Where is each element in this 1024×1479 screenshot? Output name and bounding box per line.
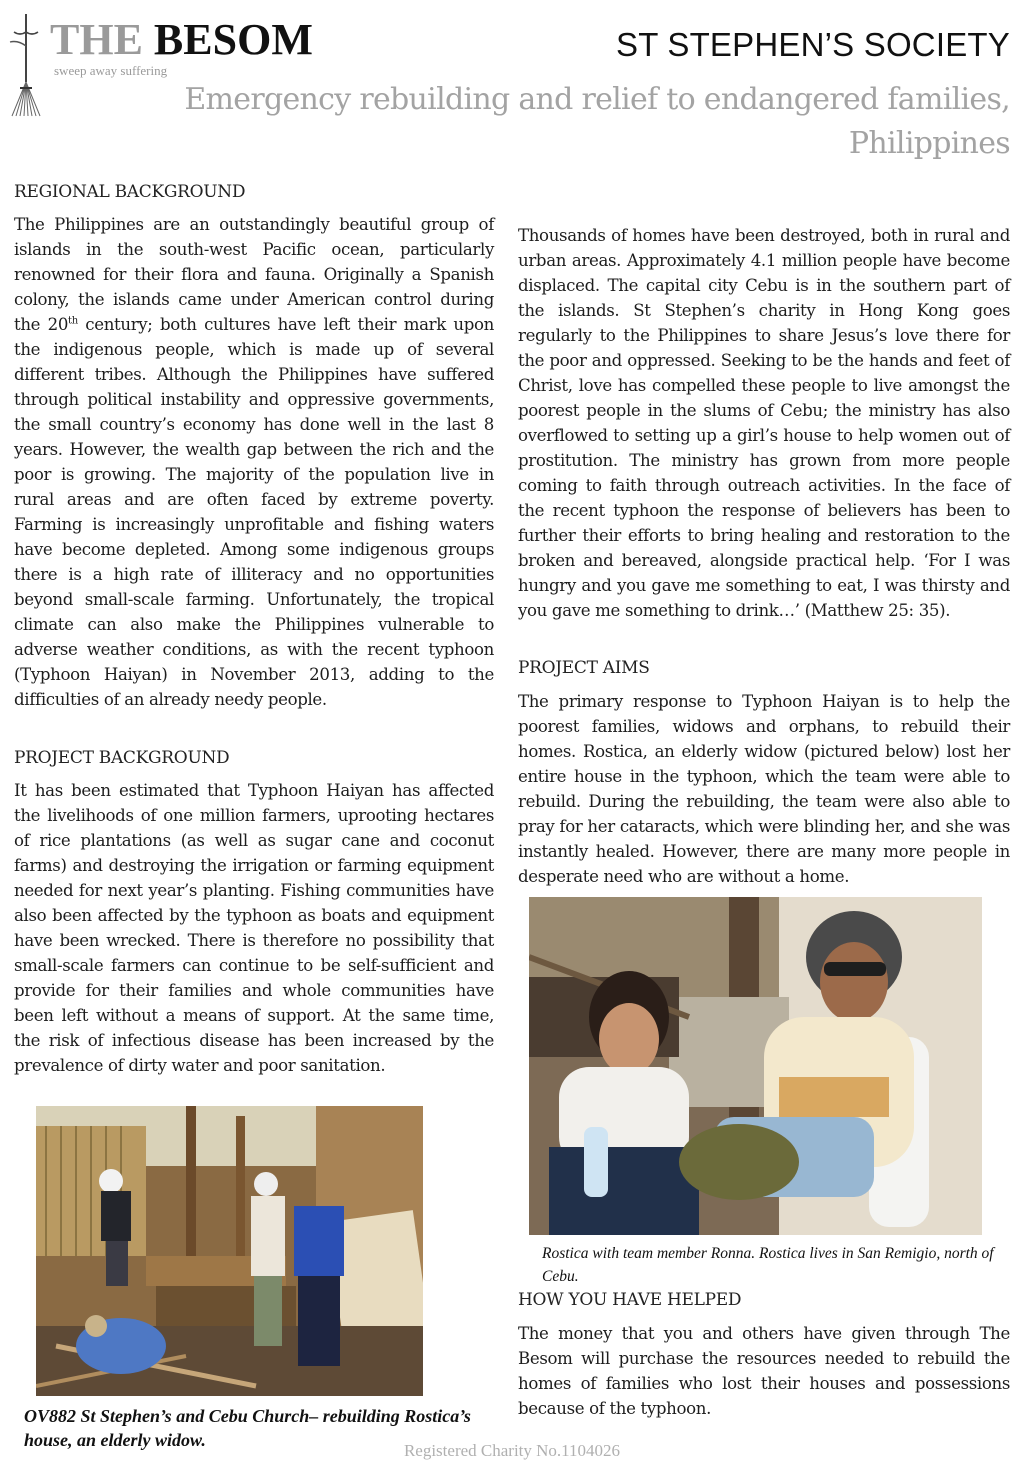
regional-text-part-1: The Philippines are an outstandingly beautiful group of islands in the south-west Pacific ocean, particularly renowned for their flora and fauna. Originally a Spanish colony, the islands came under American control during the 20 bbox=[14, 215, 494, 334]
rebuilding-photo-caption: OV882 St Stephen’s and Cebu Church– rebuilding Rostica’s house, an elderly widow. bbox=[24, 1406, 471, 1450]
registered-charity-number: Registered Charity No.1104026 bbox=[403, 1441, 621, 1460]
rostica-photo-caption: Rostica with team member Ronna. Rostica lives in San Remigio, north of Cebu. bbox=[542, 1245, 994, 1285]
regional-background-text bbox=[14, 212, 494, 712]
project-aims-text bbox=[518, 689, 1010, 889]
organization-name: ST STEPHEN’S SOCIETY bbox=[616, 26, 1010, 63]
project-aims-paragraph: The primary response to Typhoon Haiyan is to help the poorest families, widows and orphans, to rebuild their homes. Rostica, an elderly widow (pictured below) lost her entire house in the typhoon, which the team were able to rebuild. During the rebuilding, the team were also able to pray for her cataracts, which were blinding her, and she was instantly healed. However, there are many more people in desperate need who are without a home. bbox=[518, 692, 1010, 886]
project-background-heading: PROJECT BACKGROUND bbox=[14, 748, 230, 768]
how-you-have-helped-heading: HOW YOU HAVE HELPED bbox=[518, 1290, 742, 1310]
project-aims-heading: PROJECT AIMS bbox=[518, 658, 650, 678]
regional-superscript: th bbox=[68, 315, 78, 327]
intro-paragraph: Thousands of homes have been destroyed, both in rural and urban areas. Approximately 4.1 million people have become displaced. The capital city Cebu is in the southern part of the islands. St Stephen’s charity in Hong Kong goes regularly to the Philippines to share Jesus’s love there for the poor and oppressed. Seeking to be the hands and feet of Christ, love has compelled these people to live amongst the poorest people in the slums of Cebu; the ministry has also overflowed to setting up a girl’s house to help women out of prostitution. The ministry has grown from more people coming to faith through outreach activities. In the face of the recent typhoon the response of believers has been to further their efforts to bring healing and restoration to the broken and bereaved, alongside practical help. ‘For I was hungry and you gave me something to eat, I was thirsty and you gave me something to drink…’ (Matthew 25: 35). bbox=[518, 226, 1010, 620]
project-background-paragraph: It has been estimated that Typhoon Haiyan has affected the livelihoods of one million farmers, uprooting hectares of rice plantations (as well as sugar cane and coconut farms) and destroying the irrigation or farming equipment needed for next year’s planting. Fishing communities have also been affected by the typhoon as boats and equipment have been wrecked. There is therefore no possibility that small-scale farmers can continue to be self-sufficient and provide for their families and whole communities have been left without a means of support. At the same time, the risk of infectious disease has been increased by the prevalence of dirty water and poor sanitation. bbox=[14, 781, 494, 1075]
page-subtitle: Emergency rebuilding and relief to endangered families, Philippines bbox=[184, 82, 1010, 161]
logo-besom: BESOM bbox=[153, 15, 313, 64]
rostica-photo bbox=[529, 897, 982, 1235]
intro-text bbox=[518, 223, 1010, 623]
logo-wordmark bbox=[50, 15, 313, 64]
regional-background-heading: REGIONAL BACKGROUND bbox=[14, 182, 246, 202]
how-you-have-helped-paragraph: The money that you and others have given through The Besom will purchase the resources needed to rebuild the homes of families who lost their houses and possessions because of the typhoon. bbox=[518, 1324, 1010, 1418]
broom-logo-icon bbox=[6, 12, 46, 118]
regional-text-part-2: century; both cultures have left their mark upon the indigenous people, which is made up of several different tribes. Although the Philippines have suffered through political instability and oppressive governments, the small country’s economy has done well in the last 8 years. However, the wealth gap between the rich and the poor is growing. The majority of the population live in rural areas and are often faced by extreme poverty. Farming is increasingly unprofitable and fishing waters have become depleted. Among some indigenous groups there is a high rate of illiteracy and no opportunities beyond small-scale farming. Unfortunately, the tropical climate can also make the Philippines vulnerable to adverse weather conditions, as with the recent typhoon (Typhoon Haiyan) in November 2013, adding to the difficulties of an already needy people. bbox=[14, 315, 494, 709]
logo-tagline: sweep away suffering bbox=[54, 63, 168, 78]
rebuilding-photo bbox=[36, 1106, 423, 1396]
logo-the: THE bbox=[50, 15, 143, 64]
how-you-have-helped-text bbox=[518, 1321, 1010, 1421]
project-background-text bbox=[14, 778, 494, 1078]
